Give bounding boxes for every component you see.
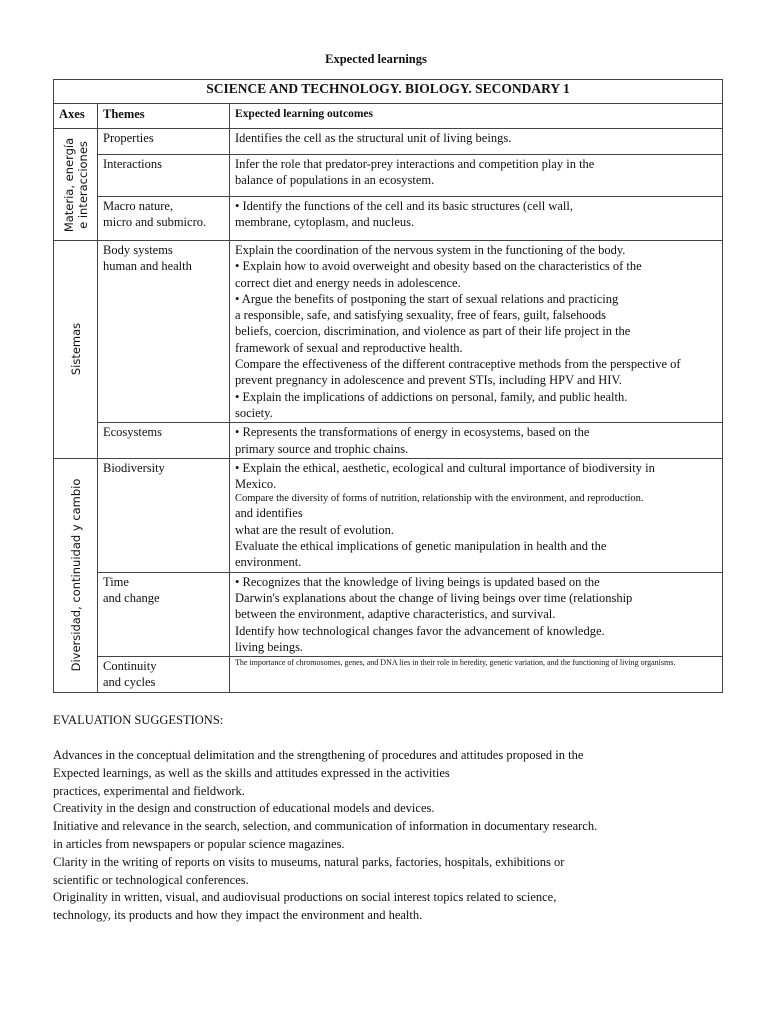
outcome-text: framework of sexual and reproductive health. xyxy=(235,340,463,355)
outcome-text: Compare the diversity of forms of nutrition, relationship with the environment, and reproduction. xyxy=(235,493,644,505)
outcome-text: living beings. xyxy=(235,639,304,654)
outcome-text: • Recognizes that the knowledge of living beings is updated based on the xyxy=(235,574,600,589)
theme-label: human and health xyxy=(103,259,192,274)
outcome-text: • Represents the transformations of energy in ecosystems, based on the xyxy=(235,425,590,440)
outcome-text: • Explain the implications of addictions on personal, family, and public health. xyxy=(235,389,628,404)
table-main-header: SCIENCE AND TECHNOLOGY. BIOLOGY. SECONDARY 1 xyxy=(54,80,723,104)
outcome-cell xyxy=(230,572,723,656)
axis-cell-materia xyxy=(54,129,98,241)
outcome-cell xyxy=(230,423,723,459)
axis-label-line: e interacciones xyxy=(75,140,90,229)
document-title: Expected learnings xyxy=(325,52,427,66)
column-header-axes: Axes xyxy=(54,104,98,129)
evaluation-line: Expected learnings, as well as the skills and attitudes expressed in the activities xyxy=(53,765,450,780)
evaluation-line: Creativity in the design and construction of educational models and devices. xyxy=(53,801,435,816)
evaluation-line: scientific or technological conferences. xyxy=(53,872,249,887)
column-header-outcomes: Expected learning outcomes xyxy=(230,104,723,129)
theme-label: Biodiversity xyxy=(103,460,165,475)
outcome-text: society. xyxy=(235,405,273,420)
outcome-text: Darwin's explanations about the change of living beings over time (relationship xyxy=(235,590,633,605)
outcome-cell xyxy=(230,241,723,423)
theme-cell xyxy=(98,129,230,155)
outcome-text: prevent pregnancy in adolescence and prevent STIs, including HPV and HIV. xyxy=(235,373,622,388)
axis-cell-diversidad xyxy=(54,458,98,692)
expected-learnings-table xyxy=(53,79,723,693)
theme-cell xyxy=(98,197,230,241)
theme-label: Properties xyxy=(103,131,154,145)
outcome-text: membrane, cytoplasm, and nucleus. xyxy=(235,215,415,230)
outcome-text: Compare the effectiveness of the different contraceptive methods from the perspective of xyxy=(235,357,681,372)
theme-label: Macro nature, xyxy=(103,199,174,213)
theme-label: and cycles xyxy=(103,675,156,690)
outcome-cell xyxy=(230,458,723,572)
theme-cell xyxy=(98,572,230,656)
outcome-text: Infer the role that predator-prey interactions and competition play in the xyxy=(235,157,595,171)
evaluation-line: Advances in the conceptual delimitation and the strengthening of procedures and attitudes proposed in the xyxy=(53,748,584,762)
theme-label: Continuity xyxy=(103,659,157,674)
theme-label: Time xyxy=(103,574,129,589)
outcome-text: • Argue the benefits of postponing the start of sexual relations and practicing xyxy=(235,291,619,306)
outcome-text: and identifies xyxy=(235,506,303,521)
evaluation-line: technology, its products and how they impact the environment and health. xyxy=(53,908,423,923)
outcome-text: • Identify the functions of the cell and its basic structures (cell wall, xyxy=(235,199,573,213)
outcome-text: between the environment, adaptive characteristics, and survival. xyxy=(235,607,556,622)
axis-label-line: Sistemas xyxy=(68,323,83,376)
theme-cell xyxy=(98,657,230,693)
evaluation-suggestions xyxy=(53,747,719,925)
outcome-text: • Explain how to avoid overweight and obesity based on the characteristics of the xyxy=(235,259,642,274)
theme-cell xyxy=(98,423,230,459)
evaluation-line: practices, experimental and fieldwork. xyxy=(53,783,245,798)
evaluation-line: Initiative and relevance in the search, selection, and communication of information in documentary research. xyxy=(53,819,598,834)
axis-label-line: Diversidad, continuidad y cambio xyxy=(68,478,83,672)
evaluation-line: Clarity in the writing of reports on visits to museums, natural parks, factories, hospitals, exhibitions or xyxy=(53,854,565,869)
outcome-cell xyxy=(230,197,723,241)
theme-label: micro and submicro. xyxy=(103,215,207,230)
outcome-cell xyxy=(230,129,723,155)
axis-label-line: Materia, energía xyxy=(61,137,76,232)
evaluation-line: in articles from newspapers or popular science magazines. xyxy=(53,836,345,851)
outcome-text: what are the result of evolution. xyxy=(235,522,394,537)
evaluation-heading: EVALUATION SUGGESTIONS: xyxy=(53,713,224,727)
theme-label: Body systems xyxy=(103,243,173,257)
outcome-text: Identifies the cell as the structural unit of living beings. xyxy=(235,131,512,145)
outcome-cell xyxy=(230,155,723,197)
evaluation-line: Originality in written, visual, and audiovisual productions on social interest topics related to science, xyxy=(53,890,557,905)
outcome-text: correct diet and energy needs in adolescence. xyxy=(235,275,461,290)
axis-cell-sistemas xyxy=(54,241,98,459)
outcome-text: environment. xyxy=(235,555,302,570)
outcome-cell xyxy=(230,657,723,693)
outcome-text: Explain the coordination of the nervous system in the functioning of the body. xyxy=(235,243,626,257)
theme-cell xyxy=(98,458,230,572)
column-header-themes: Themes xyxy=(98,104,230,129)
outcome-text: Identify how technological changes favor the advancement of knowledge. xyxy=(235,623,605,638)
outcome-text: Evaluate the ethical implications of genetic manipulation in health and the xyxy=(235,539,607,554)
theme-label: Ecosystems xyxy=(103,425,163,440)
outcome-text: balance of populations in an ecosystem. xyxy=(235,173,435,188)
theme-cell xyxy=(98,241,230,423)
theme-cell xyxy=(98,155,230,197)
outcome-text: Mexico. xyxy=(235,477,277,492)
theme-label: Interactions xyxy=(103,157,163,171)
theme-label: and change xyxy=(103,590,160,605)
outcome-text: primary source and trophic chains. xyxy=(235,441,409,456)
outcome-text: a responsible, safe, and satisfying sexuality, free of fears, guilt, falsehoods xyxy=(235,308,606,323)
outcome-text: beliefs, coercion, discrimination, and violence as part of their life project in the xyxy=(235,324,631,339)
outcome-text: The importance of chromosomes, genes, and DNA lies in their role in heredity, genetic variation, and the functioning of living organisms. xyxy=(235,658,676,668)
outcome-text: • Explain the ethical, aesthetic, ecological and cultural importance of biodiversity in xyxy=(235,460,655,475)
